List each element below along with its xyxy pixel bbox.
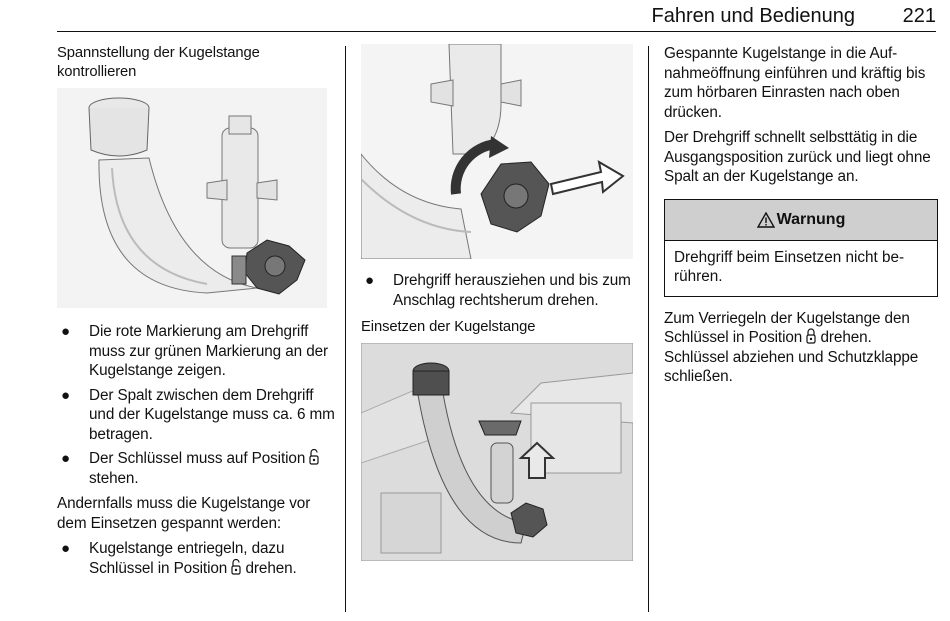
bar-insertion-illustration [361, 343, 633, 561]
body-paragraph: Zum Verriegeln der Kugelstange den Schlüssel in Position drehen. Schlüssel abziehen und Schutzklappe schließen. [664, 309, 919, 385]
knob-pull-rotate-illustration [361, 44, 633, 259]
unlocked-key-icon [309, 449, 319, 465]
column-divider-2 [648, 46, 649, 612]
body-paragraph: Gespannte Kugelstange in die Aufnahmeöffnung einführen und kräftig bis zum hörbaren Einrasten nach oben drücken. [664, 45, 926, 121]
locked-key-icon [806, 328, 816, 344]
warning-triangle-icon [757, 212, 775, 228]
section-heading-insert: Einsetzen der Kugelstange [361, 319, 536, 335]
unlock-list [57, 539, 335, 578]
section-heading-check-tension: Spannstellung der Kugelstange kontrollieren [57, 45, 260, 80]
tow-bar-tension-illustration [57, 88, 327, 308]
list-item: ● Die rote Markierung am Drehgriff muss zur grünen Markierung an der Kugelstange zeigen. [61, 323, 329, 379]
body-paragraph: Andernfalls muss die Kugelstange vor dem Einsetzen gespannt werden: [57, 495, 311, 532]
warning-header [665, 200, 937, 241]
page-header [0, 0, 950, 33]
column-1 [57, 44, 335, 584]
page-number: 221 [902, 5, 936, 27]
list-item: ● Der Spalt zwischen dem Drehgriff und der Kugelstange muss ca. 6 mm betragen. [61, 386, 335, 443]
warning-title: Warnung [776, 210, 846, 228]
chapter-title: Fahren und Bedienung [651, 5, 855, 27]
list-item: ● Kugelstange entriegeln, dazu Schlüssel in Position drehen. [61, 540, 297, 577]
column-divider-1 [345, 46, 346, 612]
column-2 [361, 44, 633, 561]
warning-box [664, 199, 938, 297]
unlocked-key-icon [231, 559, 241, 575]
body-paragraph: Der Drehgriff schnellt selbsttätig in die Ausgangsposition zurück und liegt ohne Spalt an der Kugelstange an. [664, 129, 931, 185]
list-item: ● Der Schlüssel muss auf Position stehen. [57, 449, 335, 488]
header-rule [57, 31, 936, 32]
column-3 [664, 44, 938, 393]
warning-text: Drehgriff beim Einsetzen nicht berühren. [674, 248, 905, 285]
knob-instruction-list [361, 271, 633, 310]
tension-check-list [57, 322, 335, 488]
list-item: ● Drehgriff herausziehen und bis zum Anschlag rechtsherum drehen. [365, 272, 631, 309]
